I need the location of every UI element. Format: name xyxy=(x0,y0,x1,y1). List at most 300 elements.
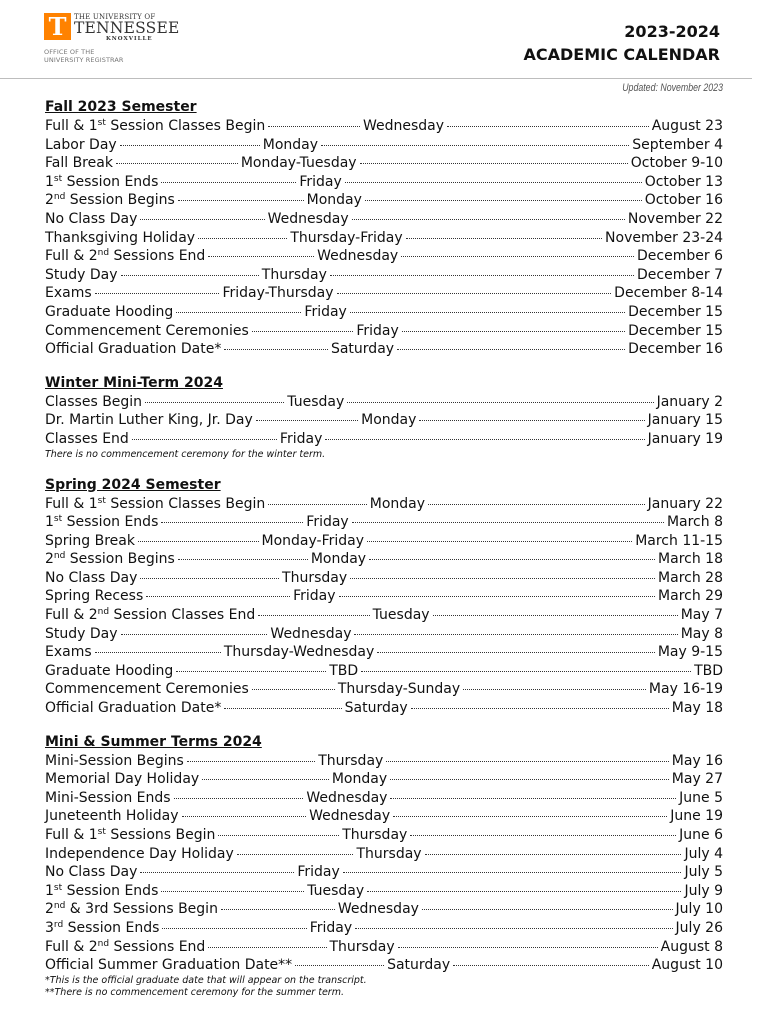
calendar-row xyxy=(45,117,723,136)
dot-leader xyxy=(343,872,682,873)
section-gap xyxy=(45,461,723,476)
event-label xyxy=(45,247,205,266)
event-date: August 8 xyxy=(660,938,723,955)
event-label xyxy=(45,173,158,192)
event-date: July 26 xyxy=(675,919,723,936)
calendar-row xyxy=(45,322,723,341)
event-label-text: Fall Break xyxy=(45,155,113,172)
calendar-row xyxy=(45,900,723,919)
event-day: Saturday xyxy=(344,700,408,717)
event-day: Friday xyxy=(299,173,342,190)
dot-leader xyxy=(352,522,664,523)
event-day: Tuesday xyxy=(372,607,430,624)
event-label xyxy=(45,154,113,173)
event-label xyxy=(45,136,117,155)
event-label-text: Graduate Hooding xyxy=(45,662,174,679)
footnote: *This is the official graduate date that will appear on the transcript. xyxy=(45,974,367,986)
event-label xyxy=(45,495,265,514)
event-day: Friday-Thursday xyxy=(222,285,334,302)
event-label-rest: Sessions End xyxy=(109,248,206,265)
calendar-row xyxy=(45,191,723,210)
dot-leader xyxy=(390,779,669,780)
calendar-row xyxy=(45,393,723,412)
event-date: July 10 xyxy=(675,901,723,918)
event-day: Thursday xyxy=(318,752,384,769)
event-label-text: Juneteenth Holiday xyxy=(45,808,179,825)
dot-leader xyxy=(116,163,238,164)
event-date: December 7 xyxy=(637,266,723,283)
event-label-text: Independence Day Holiday xyxy=(45,845,234,862)
dot-leader xyxy=(221,909,335,910)
dot-leader xyxy=(161,891,304,892)
event-date: June 5 xyxy=(679,789,723,806)
event-day: Monday xyxy=(331,771,388,788)
dot-leader xyxy=(433,615,678,616)
event-label xyxy=(45,569,137,588)
event-date: December 15 xyxy=(628,322,724,339)
dot-leader xyxy=(121,634,268,635)
dot-leader xyxy=(321,145,629,146)
dot-leader xyxy=(176,312,301,313)
dot-leader xyxy=(208,947,326,948)
dot-leader xyxy=(347,402,653,403)
event-label-rest: & 3rd Sessions Begin xyxy=(65,901,218,918)
event-date: May 16-19 xyxy=(648,681,723,698)
section-gap xyxy=(45,718,723,733)
dot-leader xyxy=(295,965,384,966)
dot-leader xyxy=(406,238,602,239)
event-date: January 22 xyxy=(647,495,723,512)
updated-date: Updated: November 2023 xyxy=(622,82,723,94)
dot-leader xyxy=(198,238,287,239)
calendar-row xyxy=(45,863,723,882)
event-label-text: No Class Day xyxy=(45,210,138,227)
event-label-text: Exams xyxy=(45,644,92,661)
ordinal-suffix: st xyxy=(53,882,63,893)
event-label-text: No Class Day xyxy=(45,569,138,586)
calendar-row xyxy=(45,752,723,771)
calendar-section xyxy=(45,476,723,718)
logo-office-line1: OFFICE OF THE xyxy=(44,48,95,56)
event-label xyxy=(45,430,129,449)
event-date: March 28 xyxy=(658,569,723,586)
event-label-rest: Session Begins xyxy=(65,551,175,568)
dot-leader xyxy=(218,835,339,836)
event-label-text: Graduate Hooding xyxy=(45,303,174,320)
event-day: Thursday xyxy=(342,827,408,843)
event-day: Friday xyxy=(293,588,336,605)
event-day: Friday xyxy=(309,919,353,936)
dot-leader xyxy=(355,928,672,929)
calendar-row xyxy=(45,411,723,430)
dot-leader xyxy=(252,331,354,332)
page-title xyxy=(523,20,720,66)
event-label xyxy=(45,900,218,919)
title-text: ACADEMIC CALENDAR xyxy=(523,45,720,64)
event-label-text: Spring Recess xyxy=(45,588,144,605)
event-label xyxy=(45,789,171,808)
event-label-text: Commencement Ceremonies xyxy=(45,322,249,339)
event-day: Monday xyxy=(361,412,417,429)
dot-leader xyxy=(224,708,341,709)
event-date: November 23-24 xyxy=(605,229,724,246)
event-label xyxy=(45,229,195,248)
event-label xyxy=(45,303,173,322)
event-label-text: Study Day xyxy=(45,266,118,283)
dot-leader xyxy=(258,615,369,616)
ordinal-suffix: st xyxy=(53,173,63,184)
dot-leader xyxy=(393,816,667,817)
event-label-rest: Session Ends xyxy=(62,882,159,899)
header-divider xyxy=(0,78,752,79)
dot-leader xyxy=(377,652,655,653)
event-label-text: Official Graduation Date* xyxy=(45,341,222,358)
ordinal-suffix: st xyxy=(97,495,106,506)
event-label-text: Dr. Martin Luther King, Jr. Day xyxy=(45,412,253,429)
event-label xyxy=(45,699,221,718)
dot-leader xyxy=(369,559,655,560)
dot-leader xyxy=(161,182,296,183)
event-label-text: Mini-Session Ends xyxy=(45,789,171,806)
dot-leader xyxy=(95,293,220,294)
dot-leader xyxy=(208,256,314,257)
event-day: Monday-Friday xyxy=(261,532,365,549)
event-label xyxy=(45,393,142,412)
dot-leader xyxy=(132,439,277,440)
event-label xyxy=(45,643,92,662)
event-date: June 6 xyxy=(679,827,723,843)
event-day: Thursday-Wednesday xyxy=(223,644,375,661)
dot-leader xyxy=(174,798,304,799)
event-label-rest: Session Begins xyxy=(65,192,175,209)
ordinal-suffix: nd xyxy=(97,248,110,259)
dot-leader xyxy=(330,275,634,276)
event-date: September 4 xyxy=(632,136,723,153)
event-day: Thursday xyxy=(282,569,348,586)
logo-university-text: THE UNIVERSITY OF xyxy=(74,13,156,21)
event-label xyxy=(45,191,175,210)
event-day: Monday-Tuesday xyxy=(240,155,357,172)
ordinal-suffix: st xyxy=(97,118,106,128)
event-label-text: Mini-Session Begins xyxy=(45,752,184,769)
event-label xyxy=(45,807,179,826)
calendar-row xyxy=(45,210,723,229)
calendar-row xyxy=(45,229,723,248)
dot-leader xyxy=(352,219,625,220)
event-label-text: No Class Day xyxy=(45,864,138,881)
calendar-row xyxy=(45,956,723,975)
calendar-row xyxy=(45,247,723,266)
event-label-text: Full & 1 xyxy=(45,118,98,134)
calendar-row xyxy=(45,845,723,864)
event-label-text: Spring Break xyxy=(45,532,135,549)
event-label-rest: Session Ends xyxy=(63,919,160,936)
event-day: Friday xyxy=(306,514,349,531)
dot-leader xyxy=(447,126,649,127)
event-date: October 13 xyxy=(644,173,723,190)
calendar-row xyxy=(45,680,723,699)
ordinal-suffix: nd xyxy=(53,901,66,912)
event-day: Friday xyxy=(304,303,347,320)
dot-leader xyxy=(140,578,279,579)
dot-leader xyxy=(350,578,655,579)
dot-leader xyxy=(422,909,673,910)
dot-leader xyxy=(178,559,308,560)
event-label xyxy=(45,956,292,975)
logo-knoxville-text: KNOXVILLE xyxy=(106,36,153,42)
dot-leader xyxy=(350,312,625,313)
event-label xyxy=(45,625,118,644)
event-date: December 15 xyxy=(628,303,723,320)
event-label xyxy=(45,680,249,699)
dot-leader xyxy=(386,761,668,762)
event-date: May 7 xyxy=(680,607,723,624)
dot-leader xyxy=(365,200,642,201)
calendar-row xyxy=(45,550,723,569)
event-date: March 8 xyxy=(666,514,723,531)
event-label xyxy=(45,845,234,864)
event-date: August 23 xyxy=(651,118,723,134)
event-day: Thursday xyxy=(356,845,422,862)
logo-office-line2: UNIVERSITY REGISTRAR xyxy=(44,56,124,64)
ordinal-suffix: nd xyxy=(53,551,66,562)
event-label-text: Exams xyxy=(45,285,92,302)
event-day: Saturday xyxy=(387,957,451,974)
event-date: January 19 xyxy=(647,430,723,447)
event-label xyxy=(45,532,135,551)
dot-leader xyxy=(401,256,634,257)
calendar-row xyxy=(45,173,723,192)
event-label-rest: Session Ends xyxy=(62,514,159,531)
section-gap xyxy=(45,359,723,374)
calendar-row xyxy=(45,303,723,322)
calendar-row xyxy=(45,919,723,938)
calendar-row xyxy=(45,569,723,588)
calendar-row xyxy=(45,606,723,625)
event-date: August 10 xyxy=(651,957,723,974)
event-day: Monday xyxy=(306,192,362,209)
event-label-text: Full & 1 xyxy=(45,827,98,843)
event-label-text: Commencement Ceremonies xyxy=(45,681,249,698)
calendar-content xyxy=(45,98,723,999)
dot-leader xyxy=(202,779,329,780)
dot-leader xyxy=(237,854,354,855)
calendar-row xyxy=(45,513,723,532)
event-label-text: Official Summer Graduation Date** xyxy=(45,957,293,974)
section-title: Mini & Summer Terms 2024 xyxy=(45,733,262,750)
event-label-text: Labor Day xyxy=(45,136,117,153)
dot-leader xyxy=(162,928,306,929)
ordinal-suffix: nd xyxy=(53,192,66,203)
event-date: January 2 xyxy=(656,393,723,410)
event-day: Thursday-Sunday xyxy=(337,681,461,698)
event-date: June 19 xyxy=(670,808,723,825)
event-day: Monday xyxy=(310,551,367,568)
event-date: December 6 xyxy=(637,248,723,265)
event-date: July 9 xyxy=(684,882,724,899)
dot-leader xyxy=(182,816,307,817)
dot-leader xyxy=(410,835,676,836)
event-label-rest: Session Ends xyxy=(62,173,159,190)
event-label-text: Official Graduation Date* xyxy=(45,700,222,717)
dot-leader xyxy=(345,182,642,183)
event-date: May 16 xyxy=(671,752,723,769)
power-t-logo-icon: T xyxy=(44,13,71,40)
event-label-text: 2 xyxy=(45,551,54,568)
event-label xyxy=(45,662,173,681)
event-day: Wednesday xyxy=(270,625,352,642)
dot-leader xyxy=(146,596,290,597)
dot-leader xyxy=(360,163,628,164)
event-label xyxy=(45,752,184,771)
dot-leader xyxy=(354,634,677,635)
dot-leader xyxy=(367,541,632,542)
event-label xyxy=(45,210,137,229)
event-day: Wednesday xyxy=(309,808,391,825)
event-label-text: 2 xyxy=(45,901,54,918)
dot-leader xyxy=(140,219,264,220)
logo-office-text xyxy=(44,48,124,64)
dot-leader xyxy=(425,854,682,855)
event-date: TBD xyxy=(694,662,723,679)
page-header xyxy=(0,0,768,94)
dot-leader xyxy=(390,798,676,799)
event-label xyxy=(45,284,92,303)
event-label-rest: Session Classes Begin xyxy=(105,118,266,134)
event-day: Wednesday xyxy=(362,118,445,134)
calendar-row xyxy=(45,938,723,957)
ordinal-suffix: st xyxy=(53,514,63,525)
event-day: Tuesday xyxy=(287,393,345,410)
calendar-row xyxy=(45,136,723,155)
calendar-row xyxy=(45,882,723,901)
dot-leader xyxy=(337,293,612,294)
calendar-row xyxy=(45,770,723,789)
event-date: July 5 xyxy=(684,864,723,881)
calendar-row xyxy=(45,587,723,606)
event-label xyxy=(45,117,265,136)
event-date: December 16 xyxy=(628,341,723,358)
title-year: 2023-2024 xyxy=(624,22,720,41)
event-day: Monday xyxy=(369,495,426,512)
event-label xyxy=(45,513,158,532)
event-date: October 9-10 xyxy=(630,155,723,172)
calendar-section xyxy=(45,98,723,359)
footnote: There is no commencement ceremony for the winter term. xyxy=(45,448,326,460)
dot-leader xyxy=(138,541,259,542)
calendar-row xyxy=(45,495,723,514)
dot-leader xyxy=(187,761,315,762)
event-date: March 18 xyxy=(658,551,723,568)
dot-leader xyxy=(161,522,303,523)
calendar-row xyxy=(45,789,723,808)
ordinal-suffix: rd xyxy=(53,919,64,930)
event-label-text: 3 xyxy=(45,919,54,936)
calendar-row xyxy=(45,807,723,826)
dot-leader xyxy=(463,689,646,690)
event-label xyxy=(45,826,215,845)
event-label xyxy=(45,266,118,285)
event-label-text: Study Day xyxy=(45,625,118,642)
calendar-row xyxy=(45,430,723,449)
university-logo xyxy=(44,13,194,68)
event-day: Thursday-Friday xyxy=(290,229,403,246)
event-day: Thursday xyxy=(329,938,395,955)
event-day: Friday xyxy=(297,864,340,881)
event-label-rest: Session Classes End xyxy=(109,607,256,624)
footnote: **There is no commencement ceremony for the summer term. xyxy=(45,986,344,998)
event-label xyxy=(45,863,137,882)
event-day: Friday xyxy=(279,430,323,447)
dot-leader xyxy=(339,596,656,597)
calendar-row xyxy=(45,662,723,681)
event-label xyxy=(45,882,158,901)
event-label-text: 2 xyxy=(45,192,54,209)
event-date: May 18 xyxy=(671,700,724,717)
dot-leader xyxy=(402,331,625,332)
ordinal-suffix: nd xyxy=(97,607,110,618)
event-day: Wednesday xyxy=(306,789,388,806)
dot-leader xyxy=(419,420,644,421)
event-label-rest: Sessions Begin xyxy=(105,827,216,843)
dot-leader xyxy=(95,652,221,653)
logo-tennessee-text: TENNESSEE xyxy=(74,19,180,37)
event-label-text: 1 xyxy=(45,173,54,190)
section-title: Winter Mini-Term 2024 xyxy=(45,374,223,391)
event-date: January 15 xyxy=(647,412,723,429)
dot-leader xyxy=(256,420,358,421)
event-day: Wednesday xyxy=(337,901,419,918)
event-label xyxy=(45,919,159,938)
event-date: October 16 xyxy=(644,192,723,209)
dot-leader xyxy=(178,200,304,201)
event-label-text: Classes Begin xyxy=(45,393,143,410)
event-label xyxy=(45,411,253,430)
event-date: November 22 xyxy=(627,210,723,227)
event-date: March 11-15 xyxy=(635,532,723,549)
dot-leader xyxy=(121,275,259,276)
event-label-rest: Sessions End xyxy=(109,938,206,955)
event-label-text: 1 xyxy=(45,514,54,531)
event-label xyxy=(45,770,199,789)
dot-leader xyxy=(397,349,625,350)
calendar-row xyxy=(45,154,723,173)
dot-leader xyxy=(140,872,294,873)
event-day: Wednesday xyxy=(317,248,399,265)
dot-leader xyxy=(325,439,644,440)
dot-leader xyxy=(361,671,691,672)
calendar-row xyxy=(45,266,723,285)
section-title: Spring 2024 Semester xyxy=(45,476,221,493)
ordinal-suffix: nd xyxy=(97,938,110,949)
event-day: TBD xyxy=(329,662,359,679)
calendar-row xyxy=(45,699,723,718)
section-title: Fall 2023 Semester xyxy=(45,99,197,115)
calendar-row xyxy=(45,284,723,303)
dot-leader xyxy=(367,891,681,892)
event-date: March 29 xyxy=(658,588,723,605)
event-label xyxy=(45,606,255,625)
event-label xyxy=(45,340,221,359)
calendar-section xyxy=(45,733,723,999)
event-date: July 4 xyxy=(684,845,723,862)
event-label-text: Memorial Day Holiday xyxy=(45,771,200,788)
dot-leader xyxy=(176,671,326,672)
event-label-text: Full & 2 xyxy=(45,607,98,624)
dot-leader xyxy=(252,689,335,690)
event-label-text: 1 xyxy=(45,882,54,899)
event-date: May 27 xyxy=(671,771,723,788)
